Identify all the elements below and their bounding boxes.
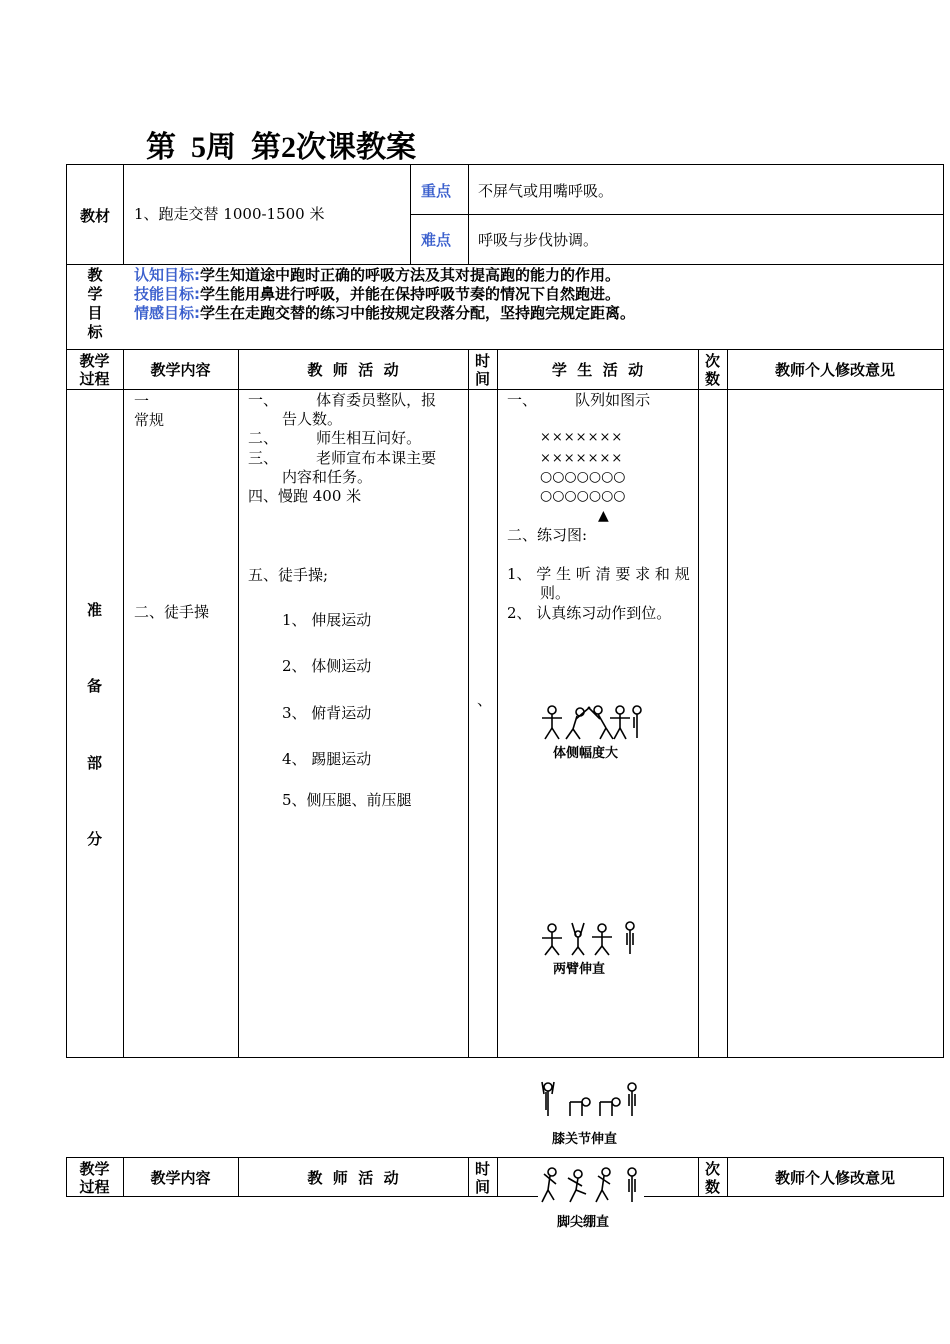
student-line: 1、 学 生 听 清 要 求 和 规 xyxy=(507,565,690,583)
figure-caption: 脚尖绷直 xyxy=(557,1215,610,1230)
student-line: 则。 xyxy=(540,584,571,602)
arms-straight-figure xyxy=(540,920,644,958)
teacher-line: 5、侧压腿、前压腿 xyxy=(282,791,412,809)
formation-row: ○○○○○○○ xyxy=(540,488,626,504)
teacher-line: 四、慢跑 400 米 xyxy=(248,487,362,505)
figure-caption: 体侧幅度大 xyxy=(553,746,619,761)
student-line: 2、 认真练习动作到位。 xyxy=(507,604,672,622)
formation-row: ××××××× xyxy=(540,430,624,445)
student-line: 一、 队列如图示 xyxy=(507,391,651,409)
content-item: 一 xyxy=(134,392,150,410)
figure-caption: 两臂伸直 xyxy=(553,962,606,977)
teacher-line: 内容和任务。 xyxy=(282,468,373,486)
content-item: 二、徒手操 xyxy=(134,603,210,621)
teacher-line: 二、 师生相互问好。 xyxy=(248,429,422,447)
material-value: 1、跑走交替 1000-1500 米 xyxy=(134,205,325,223)
time-mark: 、 xyxy=(477,691,493,709)
section-label-2: 备 xyxy=(87,677,103,695)
toe-pointed-figure xyxy=(538,1166,644,1206)
teacher-line: 告人数。 xyxy=(282,410,343,428)
content-item: 常规 xyxy=(134,411,165,429)
goal-emotion: 情感目标:学生在走跑交替的练习中能按规定段落分配，坚持跑完规定距离。 xyxy=(134,304,636,322)
section-label-4: 分 xyxy=(87,830,103,848)
material-label: 教材 xyxy=(80,207,111,225)
knee-straight-figure xyxy=(538,1080,642,1120)
teacher-line: 1、 伸展运动 xyxy=(282,611,372,629)
goal-cognitive: 认知目标:学生知道途中跑时正确的呼吸方法及其对提高跑的能力的作用。 xyxy=(134,266,621,284)
goal-skill: 技能目标:学生能用鼻进行呼吸，并能在保持呼吸节奏的情况下自然跑进。 xyxy=(134,285,621,303)
page-title: 第 5周 第2次课教案 xyxy=(146,131,416,164)
figure-caption: 膝关节伸直 xyxy=(552,1132,618,1147)
difficulty-value: 呼吸与步伐协调。 xyxy=(478,231,599,249)
difficulty-label: 难点 xyxy=(421,231,452,249)
teacher-position-marker: ▲ xyxy=(598,508,609,524)
teacher-line: 五、徒手操; xyxy=(248,566,329,584)
key-point-label: 重点 xyxy=(421,182,452,200)
section-label-3: 部 xyxy=(87,754,103,772)
teacher-line: 一、 体育委员整队，报 xyxy=(248,391,437,409)
teacher-line: 2、 体侧运动 xyxy=(282,657,372,675)
goals-label: 教 学 目 标 xyxy=(87,266,103,341)
key-point-value: 不屏气或用嘴呼吸。 xyxy=(478,182,614,200)
teacher-line: 4、 踢腿运动 xyxy=(282,750,372,768)
formation-row: ××××××× xyxy=(540,451,624,466)
teacher-line: 三、 老师宣布本课主要 xyxy=(248,449,437,467)
student-line: 二、练习图: xyxy=(507,526,588,544)
teacher-line: 3、 俯背运动 xyxy=(282,704,372,722)
section-label-1: 准 xyxy=(87,601,103,619)
formation-row: ○○○○○○○ xyxy=(540,469,626,485)
side-bend-figure xyxy=(540,704,644,742)
